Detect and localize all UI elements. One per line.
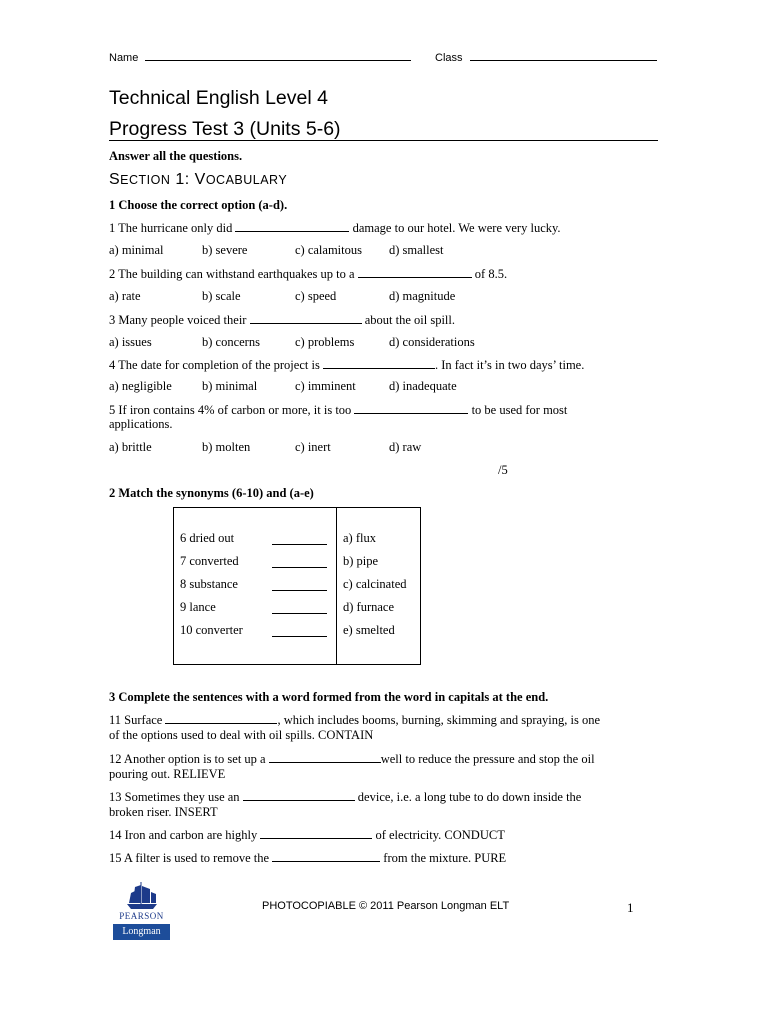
class-field-row xyxy=(435,49,657,64)
class-label: Class xyxy=(435,52,463,64)
option-c[interactable]: c) imminent xyxy=(295,379,356,393)
answer-blank-2[interactable] xyxy=(358,266,472,278)
answer-blank-13[interactable] xyxy=(243,789,355,801)
match-row xyxy=(180,531,330,554)
copyright: PHOTOCOPIABLE © 2011 Pearson Longman ELT xyxy=(262,900,510,912)
options-3 xyxy=(109,335,669,351)
class-blank[interactable] xyxy=(470,49,657,61)
question-4: 4 The date for completion of the project is . In fact it’s in two days’ time. xyxy=(109,358,585,372)
part1-heading: 1 Choose the correct option (a-d). xyxy=(109,198,288,212)
logo-longman: Longman xyxy=(113,924,170,940)
option-b[interactable]: b) molten xyxy=(202,440,251,454)
answer-blank-11[interactable] xyxy=(165,712,277,724)
match-table xyxy=(173,507,421,665)
left-item: 10 converter xyxy=(180,623,243,637)
match-blank-6[interactable] xyxy=(272,533,327,545)
answer-blank-14[interactable] xyxy=(260,827,372,839)
name-field-row xyxy=(109,49,411,64)
match-blank-7[interactable] xyxy=(272,556,327,568)
part2-heading: 2 Match the synonyms (6-10) and (a-e) xyxy=(109,486,314,500)
match-row xyxy=(180,600,330,623)
options-1 xyxy=(109,243,669,259)
right-item: b) pipe xyxy=(343,554,379,568)
question-5-continued: applications. xyxy=(109,417,173,431)
test-title: Progress Test 3 (Units 5-6) xyxy=(109,118,341,140)
right-item: c) calcinated xyxy=(343,577,407,591)
question-5: 5 If iron contains 4% of carbon or more, it is too to be used for most xyxy=(109,403,568,417)
sentence-13-continued: broken riser. INSERT xyxy=(109,805,218,819)
name-label: Name xyxy=(109,52,139,64)
option-c[interactable]: c) inert xyxy=(295,440,331,454)
match-blank-10[interactable] xyxy=(272,625,327,637)
options-5 xyxy=(109,440,669,456)
sentence-15: 15 A filter is used to remove the from the mixture. PURE xyxy=(109,851,507,865)
sentence-12: 12 Another option is to set up a well to reduce the pressure and stop the oil xyxy=(109,752,595,766)
part1-score: /5 xyxy=(498,463,508,477)
match-blank-8[interactable] xyxy=(272,579,327,591)
match-blank-9[interactable] xyxy=(272,602,327,614)
match-row xyxy=(180,623,330,646)
sentence-12-continued: pouring out. RELIEVE xyxy=(109,767,226,781)
answer-blank-5[interactable] xyxy=(354,402,468,414)
answer-blank-15[interactable] xyxy=(272,850,380,862)
option-a[interactable]: a) issues xyxy=(109,335,152,349)
ship-icon xyxy=(113,881,170,911)
options-2 xyxy=(109,289,669,305)
sentence-13: 13 Sometimes they use an device, i.e. a long tube to do down inside the xyxy=(109,790,582,804)
match-row xyxy=(180,577,330,600)
option-d[interactable]: d) magnitude xyxy=(389,289,456,303)
option-b[interactable]: b) severe xyxy=(202,243,248,257)
option-a[interactable]: a) rate xyxy=(109,289,141,303)
pearson-logo xyxy=(113,881,170,940)
sentence-11: 11 Surface , which includes booms, burning, skimming and spraying, is one xyxy=(109,713,601,727)
match-row xyxy=(180,554,330,577)
option-c[interactable]: c) problems xyxy=(295,335,355,349)
right-item: e) smelted xyxy=(343,623,395,637)
match-table-divider xyxy=(336,508,337,664)
course-title: Technical English Level 4 xyxy=(109,87,328,109)
question-2: 2 The building can withstand earthquakes up to a of 8.5. xyxy=(109,267,508,281)
title-rule xyxy=(109,140,658,141)
left-item: 8 substance xyxy=(180,577,238,591)
option-d[interactable]: d) raw xyxy=(389,440,422,454)
sentence-11-continued: of the options used to deal with oil spills. CONTAIN xyxy=(109,728,374,742)
answer-blank-3[interactable] xyxy=(250,312,362,324)
right-item: d) furnace xyxy=(343,600,395,614)
right-item: a) flux xyxy=(343,531,376,545)
instruction: Answer all the questions. xyxy=(109,149,243,163)
option-a[interactable]: a) minimal xyxy=(109,243,164,257)
question-1: 1 The hurricane only did damage to our hotel. We were very lucky. xyxy=(109,221,561,235)
left-item: 6 dried out xyxy=(180,531,235,545)
left-item: 9 lance xyxy=(180,600,216,614)
answer-blank-4[interactable] xyxy=(323,357,435,369)
options-4 xyxy=(109,379,669,395)
logo-pearson: PEARSON xyxy=(113,910,170,923)
sentence-14: 14 Iron and carbon are highly of electricity. CONDUCT xyxy=(109,828,505,842)
section-heading: SECTION 1: VOCABULARY xyxy=(109,171,288,188)
answer-blank-1[interactable] xyxy=(235,220,349,232)
option-c[interactable]: c) speed xyxy=(295,289,337,303)
question-3: 3 Many people voiced their about the oil spill. xyxy=(109,313,455,327)
left-item: 7 converted xyxy=(180,554,239,568)
answer-blank-12[interactable] xyxy=(269,751,381,763)
page-number: 1 xyxy=(627,900,634,915)
option-c[interactable]: c) calamitous xyxy=(295,243,362,257)
option-a[interactable]: a) negligible xyxy=(109,379,172,393)
option-b[interactable]: b) minimal xyxy=(202,379,258,393)
part3-heading: 3 Complete the sentences with a word formed from the word in capitals at the end. xyxy=(109,690,549,704)
left-column xyxy=(180,531,330,646)
option-b[interactable]: b) concerns xyxy=(202,335,260,349)
option-d[interactable]: d) considerations xyxy=(389,335,475,349)
option-d[interactable]: d) inadequate xyxy=(389,379,457,393)
right-column xyxy=(343,531,421,646)
option-b[interactable]: b) scale xyxy=(202,289,241,303)
name-blank[interactable] xyxy=(145,49,411,61)
option-d[interactable]: d) smallest xyxy=(389,243,444,257)
option-a[interactable]: a) brittle xyxy=(109,440,152,454)
